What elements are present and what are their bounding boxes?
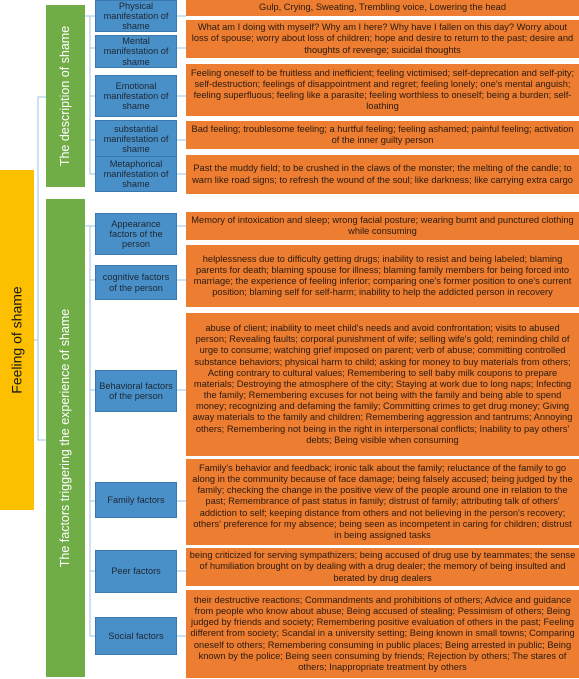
- connector: [38, 340, 46, 440]
- detail-appearance-factors: Memory of intoxication and sleep; wrong facial posture; wearing burnt and punctured clothing while consuming: [186, 212, 579, 240]
- category-mental-manifestation: Mental manifestation of shame: [95, 35, 177, 68]
- root-node: [0, 170, 34, 510]
- detail-mental-manifestation: What am I doing with myself? Why am I here? Why have I fallen on this day? Worry about loss of spouse; worry about loss of children; hope and desire to return to the past; desire and thoughts of revenge; suicidal thoughts: [186, 20, 579, 58]
- category-emotional-manifestation: Emotional manifestation of shame: [95, 75, 177, 117]
- category-family-factors: Family factors: [95, 482, 177, 518]
- group-factors-triggering-shame: [46, 199, 85, 677]
- category-metaphorical-manifestation: Metaphorical manifestation of shame: [95, 156, 177, 192]
- category-physical-manifestation: Physical manifestation of shame: [95, 0, 177, 32]
- category-peer-factors: Peer factors: [95, 550, 177, 593]
- detail-physical-manifestation: Gulp, Crying, Sweating, Trembling voice, Lowering the head: [186, 0, 579, 16]
- connector: [85, 16, 95, 174]
- detail-peer-factors: being criticized for serving sympathizers; being accused of drug use by teammates; the sense of humiliation brought on by dealing with a drug dealer; the memory of being insulted and berated by drug dealers: [186, 548, 579, 586]
- detail-metaphorical-manifestation: Past the muddy field; to be crushed in the claws of the monster; the melting of the candle; to warn like road signs; to refresh the wound of the soul; like darkness; like carrying extra cargo: [186, 155, 579, 194]
- category-substantial-manifestation: substantial manifestation of shame: [95, 120, 177, 158]
- category-behavioral-factors: Behavioral factors of the person: [95, 370, 177, 412]
- detail-emotional-manifestation: Feeling oneself to be fruitless and inefficient; feeling victimised; self-deprecation and self-pity; self-destruction; feelings of disappointment and regret; feeling lonely; one's mental anguish; feeling superfluous; feeling like a parasite; feeling worthless to oneself; being a burden; self-loathing: [186, 64, 579, 116]
- root-label: Feeling of shame: [9, 286, 25, 394]
- detail-family-factors: Family's behavior and feedback; ironic talk about the family; reluctance of the family to go along in the community because of face damage; being falsely accused; being judged by the family; checking the change in the positive view of the people around one in relation to the past; Remembrance of past status in family; distrust of family; attributing talk of others' addiction to self; keeping distance from others and not believing in the person's recovery; others' preference for my absence; being seen as incompetent in caring for children; distrust in being assigned tasks: [186, 459, 579, 545]
- detail-social-factors: their destructive reactions; Commandments and prohibitions of others; Advice and guidance from people who know about abuse; Being accused of stealing; Pessimism of others; Being judged by friends and society; Remembering positive evaluation of others in the past; Feeling different from society; Scandal in a university setting; Being known in small towns; Comparing oneself to others; Remembering consuming in public places; Being arrested in public; Being known by the police; Being seen consuming by friends; Rejection by others; The stares of others; Inappropriate treatment by others: [186, 590, 579, 678]
- group-label: The factors triggering the experience of shame: [58, 308, 73, 568]
- category-cognitive-factors: cognitive factors of the person: [95, 265, 177, 300]
- group-description-of-shame: [46, 5, 85, 187]
- detail-cognitive-factors: helplessness due to difficulty getting drugs; inability to resist and being labeled; blaming parents for death; blaming spouse for illness; blaming family members for being forced into marriage; the experience of feeling inferior; comparing one's former position to one's current position; blaming self for self-harm; inability to help the addicted person in recovery: [186, 245, 579, 307]
- category-appearance-factors: Appearance factors of the person: [95, 213, 177, 255]
- group-label: The description of shame: [58, 25, 73, 167]
- detail-behavioral-factors: abuse of client; inability to meet child's needs and avoid confrontation; visits to abused person; Revealing faults; corporal punishment of wife; selling wife's gold; reminding child of urge to consume; watching grief imposed on parent; verb of abuse; committing controlled substance behaviors; physical harm to child; asking for money to buy materials from others; Acting contrary to cultural values; Remembering to sell baby milk coupons to prepare materials; Destroying the atmosphere of the city; Staying at work due to long naps; Infecting the family; Remembering excuses for not being with the family and being able to spend money; recognizing and defaming the family; Committing crimes to get drug money; Giving away materials to the family and children; Remembering aggression and tantrums; Annoying others; Remembering not being in the right in interpersonal conflicts; Inability to pay others' debts; Being visible when consuming: [186, 313, 579, 456]
- connector: [85, 226, 95, 636]
- category-social-factors: Social factors: [95, 617, 177, 655]
- connector: [34, 97, 46, 340]
- detail-substantial-manifestation: Bad feeling; troublesome feeling; a hurtful feeling; feeling ashamed; painful feeling; activation of the inner guilty person: [186, 121, 579, 149]
